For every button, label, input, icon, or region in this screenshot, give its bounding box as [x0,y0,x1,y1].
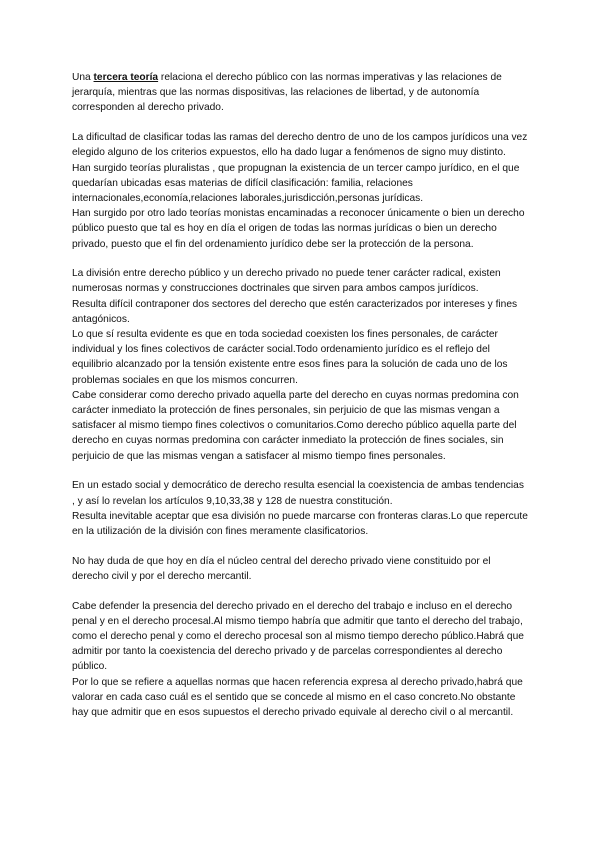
paragraph-normas-referencia: Por lo que se refiere a aquellas normas que hacen referencia expresa al derecho privado,habrá que valorar en cada caso cuál es el sentido que se concede al mismo en el caso concreto.No obstante hay que admitir que en esos supuestos el derecho privado equivale al derecho civil o al mercantil. [72,676,523,719]
paragraph-gap [72,584,528,599]
paragraph-gap [72,252,528,267]
paragraph-clasificacion: La dificultad de clasificar todas las ramas del derecho dentro de uno de los campos jurídicos una vez elegido alguno de los criterios expuestos, ello ha dado lugar a fenómenos de signo muy distinto. [72,132,528,159]
paragraph-division-inevitable: Resulta inevitable aceptar que esa división no puede marcarse con fronteras claras.Lo que repercute en la utilización de la división con fines meramente clasificatorios. [72,510,528,537]
intro-text-before: Una [72,72,94,83]
paragraph-nucleo-central: No hay duda de que hoy en día el núcleo central del derecho privado viene constituido por el derecho civil y por el derecho mercantil. [72,555,491,582]
paragraph-fines-coexisten: Lo que sí resulta evidente es que en toda sociedad coexisten los fines personales, de carácter individual y los fines colectivos de carácter social.Todo ordenamiento jurídico es el reflejo del equilibrio alcanzado por la tensión existente entre esos fines para la solución de cada uno de los problemas sociales en que los mismos concurren. [72,329,508,386]
paragraph-teorias-pluralistas: Han surgido teorías pluralistas , que propugnan la existencia de un tercer campo jurídico, en el que quedarían ubicadas esas materias de difícil clasificación: familia, relaciones internacionales,economía,relaciones laborales,jurisdicción,personas jurídicas. [72,162,520,204]
document-page [72,70,528,720]
paragraph-derecho-trabajo: Cabe defender la presencia del derecho privado en el derecho del trabajo e incluso en el derecho penal y en el derecho procesal.Al mismo tiempo habría que admitir que tanto el derecho del trabajo, como el derecho penal y como el derecho procesal son al mismo tiempo derecho público.Habrá que admitir por tanto la coexistencia del derecho privado y de parcelas correspondientes al derecho público. [72,600,524,673]
paragraph-estado-social: En un estado social y democrático de derecho resulta esencial la coexistencia de ambas tendencias , y así lo revelan los artículos 9,10,33,38 y 128 de nuestra constitución. [72,480,524,507]
paragraph-derecho-privado-definicion: Cabe considerar como derecho privado aquella parte del derecho en cuyas normas predomina con carácter inmediato la protección de fines personales, sin perjuicio de que las mismas vengan a satisfacer al mismo tiempo fines colectivos o comunitarios.Como derecho público aquella parte del derecho en cuyas normas predomina con carácter inmediato la protección de fines sociales, sin perjuicio de que las mismas vengan a satisfacer al mismo tiempo fines personales. [72,389,519,462]
paragraph-gap [72,464,528,479]
tercera-teoria-term: tercera teoría [93,72,159,83]
intro-text-after: relaciona el derecho público con las normas imperativas y las relaciones de jerarquía, mientras que las normas dispositivas, las relaciones de libertad, y de autonomía corresponden al derecho privado. [72,72,502,114]
paragraph-contraponer-sectores: Resulta difícil contraponer dos sectores del derecho que estén caracterizados por intereses y fines antagónicos. [72,298,518,325]
paragraph-division-radical: La división entre derecho público y un derecho privado no puede tener carácter radical, existen numerosas normas y construcciones doctrinales que sirven para ambos campos jurídicos. [72,268,501,295]
paragraph-teorias-monistas: Han surgido por otro lado teorías monistas encaminadas a reconocer únicamente o bien un derecho público puesto que tal es hoy en día el origen de todas las normas jurídicas o bien un derecho privado, puesto que el fin del ordenamiento jurídico debe ser la protección de la persona. [72,208,525,250]
paragraph-gap [72,116,528,131]
paragraph-gap [72,539,528,554]
intro-paragraph [72,70,528,116]
